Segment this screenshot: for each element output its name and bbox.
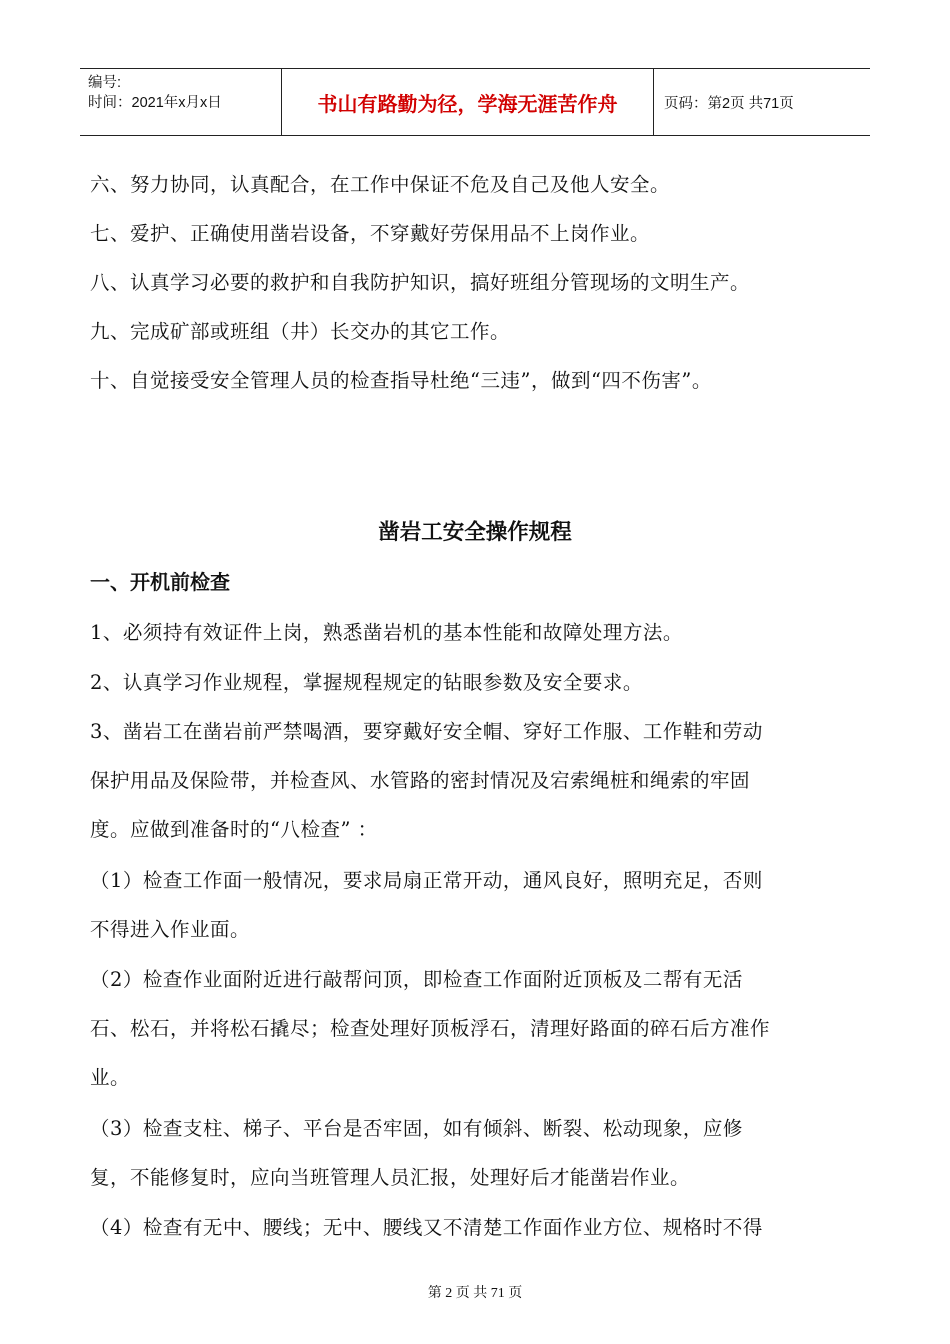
check-sub-item-4 bbox=[90, 1203, 865, 1252]
check-item-line: 度。应做到准备时的“八检查” ： bbox=[90, 818, 378, 841]
check-item-line: （2）检查作业面附近进行敲帮问顶，即检查工作面附近顶板及二帮有无活 bbox=[90, 968, 743, 991]
check-item-2 bbox=[90, 658, 865, 707]
section-title: 凿岩工安全操作规程 bbox=[378, 520, 572, 545]
rule-item-9: 九、完成矿部或班组（井）长交办的其它工作。 bbox=[90, 320, 511, 343]
header-meta bbox=[80, 69, 282, 135]
page-footer: 第 2 页 共 71 页 bbox=[427, 1286, 523, 1301]
rule-item-7: 七、爱护、正确使用凿岩设备，不穿戴好劳保用品不上岗作业。 bbox=[90, 222, 651, 245]
check-item-line: 复，不能修复时，应向当班管理人员汇报，处理好后才能凿岩作业。 bbox=[90, 1166, 691, 1189]
check-sub-item-2 bbox=[90, 955, 865, 1102]
header-motto: 书山有路勤为径，学海无涯苦作舟 bbox=[282, 69, 654, 135]
page-header bbox=[80, 68, 870, 136]
header-page-info: 页码：第2页 共71页 bbox=[664, 95, 794, 112]
check-item-line: 石、松石，并将松石撬尽；检查处理好顶板浮石，清理好路面的碎石后方准作 bbox=[90, 1017, 771, 1040]
check-sub-item-1 bbox=[90, 856, 865, 954]
check-item-line: 不得进入作业面。 bbox=[90, 918, 251, 941]
rule-item-6: 六、努力协同，认真配合，在工作中保证不危及自己及他人安全。 bbox=[90, 173, 671, 196]
check-item-line: 3、凿岩工在凿岩前严禁喝酒，要穿戴好安全帽、穿好工作服、工作鞋和劳动 bbox=[90, 720, 763, 743]
check-item-line: （3）检查支柱、梯子、平台是否牢固，如有倾斜、断裂、松动现象，应修 bbox=[90, 1117, 743, 1140]
rule-item-8: 八、认真学习必要的救护和自我防护知识，搞好班组分管现场的文明生产。 bbox=[90, 271, 751, 294]
section-subheading: 一、开机前检查 bbox=[90, 570, 230, 594]
check-item-line: （1）检查工作面一般情况，要求局扇正常开动，通风良好，照明充足，否则 bbox=[90, 869, 763, 892]
check-item-line: 2、认真学习作业规程，掌握规程规定的钻眼参数及安全要求。 bbox=[90, 671, 643, 694]
check-item-1 bbox=[90, 608, 865, 657]
check-item-line: 1、必须持有效证件上岗，熟悉凿岩机的基本性能和故障处理方法。 bbox=[90, 621, 683, 644]
check-item-line: （4）检查有无中、腰线；无中、腰线又不清楚工作面作业方位、规格时不得 bbox=[90, 1216, 763, 1239]
document-number-label: 编号: bbox=[88, 75, 122, 91]
document-time-label: 时间：2021年x月x日 bbox=[88, 95, 222, 111]
rule-item-10: 十、自觉接受安全管理人员的检查指导杜绝“三违”，做到“四不伤害”。 bbox=[90, 369, 712, 392]
check-item-line: 业。 bbox=[90, 1066, 131, 1089]
check-item-line: 保护用品及保险带，并检查风、水管路的密封情况及宕索绳桩和绳索的牢固 bbox=[90, 769, 751, 792]
check-item-3 bbox=[90, 707, 865, 854]
check-sub-item-3 bbox=[90, 1104, 865, 1202]
